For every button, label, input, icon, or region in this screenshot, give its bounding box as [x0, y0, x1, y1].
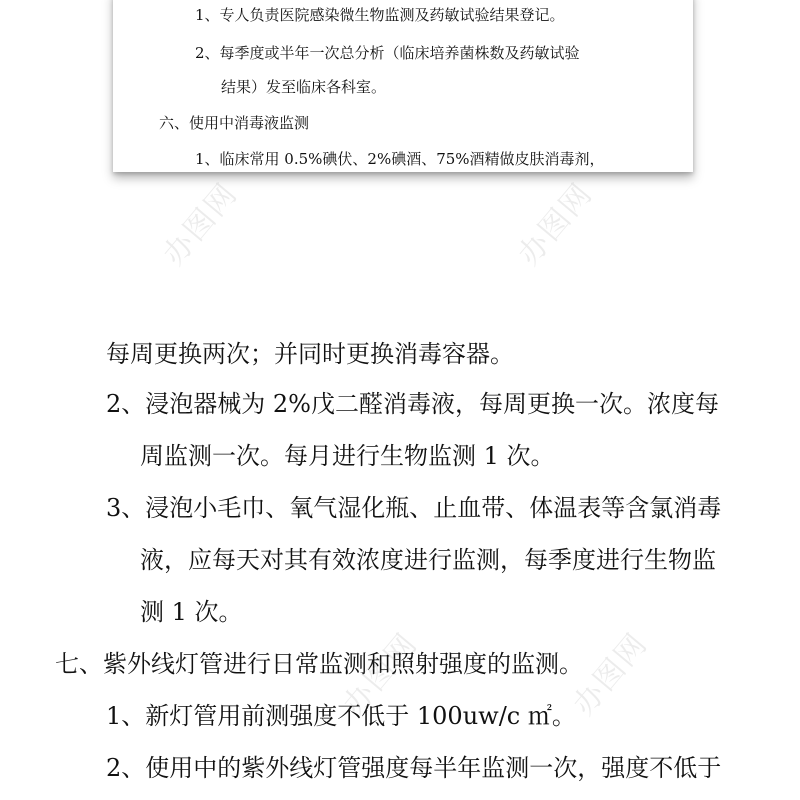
body-line-8: 1、新灯管用前测强度不低于 100uw/c ㎡。 — [106, 702, 576, 730]
card-line-2: 2、每季度或半年一次总分析（临床培养菌株数及药敏试验 — [195, 44, 580, 62]
body-line-4: 3、浸泡小毛巾、氧气湿化瓶、止血带、体温表等含氯消毒 — [106, 494, 722, 522]
card-line-3: 结果）发至临床各科室。 — [221, 78, 387, 96]
card-line-5: 1、临床常用 0.5%碘伏、2%碘酒、75%酒精做皮肤消毒剂， — [195, 150, 605, 168]
watermark-4: 办图网 — [566, 626, 655, 723]
document-preview-card — [113, 0, 693, 172]
section-heading-seven: 七、紫外线灯管进行日常监测和照射强度的监测。 — [55, 650, 583, 678]
body-line-5: 液，应每天对其有效浓度进行监测，每季度进行生物监 — [140, 546, 716, 574]
body-line-2: 2、浸泡器械为 2%戊二醛消毒液，每周更换一次。浓度每 — [106, 390, 719, 418]
watermark-2: 办图网 — [511, 176, 600, 273]
watermark-3: 办图网 — [336, 626, 425, 723]
watermark-1: 办图网 — [156, 176, 245, 273]
card-section-heading: 六、使用中消毒液监测 — [159, 114, 310, 132]
body-line-6: 测 1 次。 — [140, 598, 243, 626]
card-line-1: 1、专人负责医院感染微生物监测及药敏试验结果登记。 — [195, 6, 565, 24]
body-line-1: 每周更换两次；并同时更换消毒容器。 — [106, 340, 514, 368]
body-line-3: 周监测一次。每月进行生物监测 1 次。 — [140, 442, 555, 470]
body-line-9: 2、使用中的紫外线灯管强度每半年监测一次，强度不低于 — [106, 754, 722, 782]
